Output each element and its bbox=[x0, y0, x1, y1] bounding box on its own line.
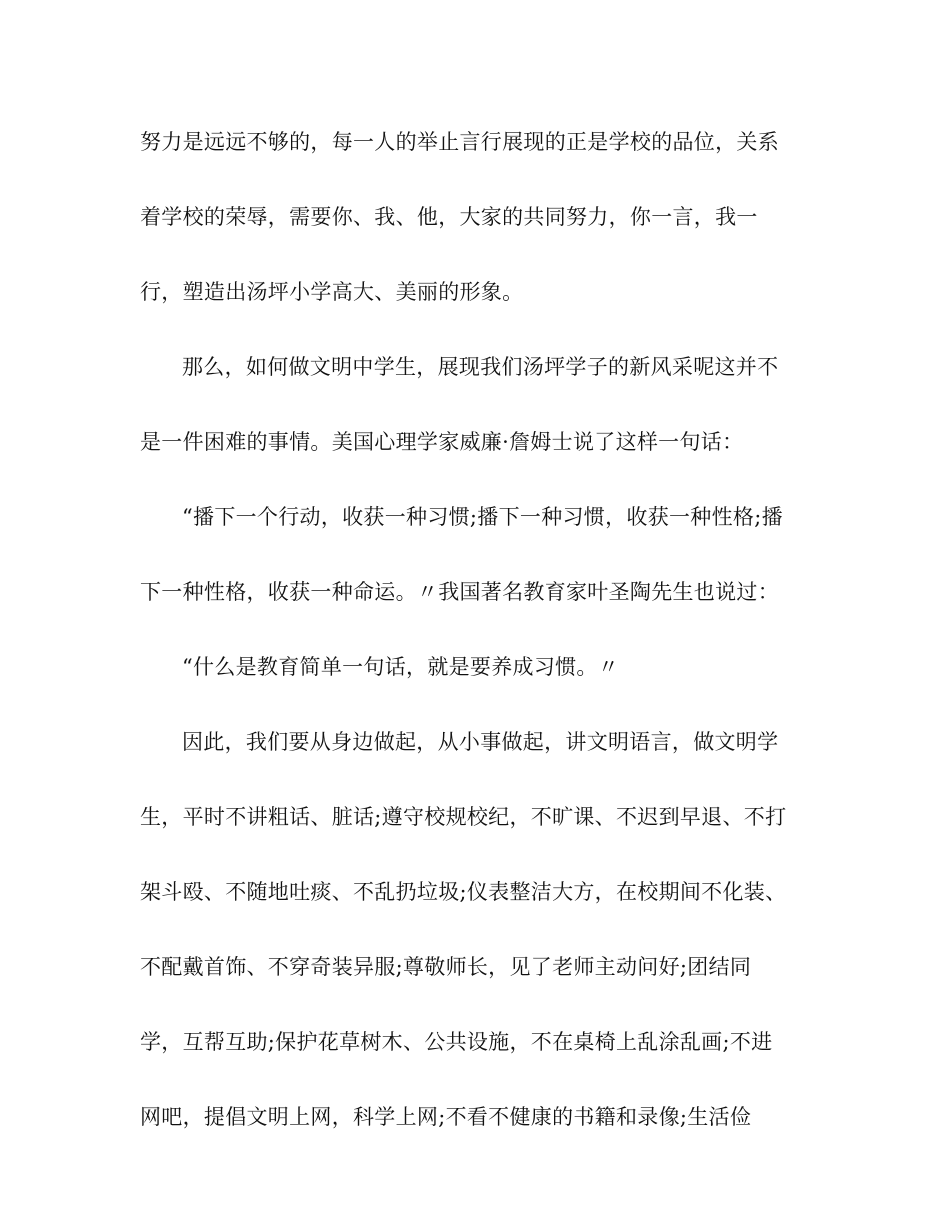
text-line-1: 努力是远远不够的，每一人的举止言行展现的正是学校的品位，关系 bbox=[140, 130, 779, 154]
text-line-12: 不配戴首饰、不穿奇装异服;尊敬师长，见了老师主动问好;团结同 bbox=[140, 955, 752, 979]
text-line-9: 因此，我们要从身边做起，从小事做起，讲文明语言，做文明学 bbox=[182, 730, 779, 754]
text-line-7: 下一种性格，收获一种命运。〃我国著名教育家叶圣陶先生也说过： bbox=[140, 580, 779, 604]
text-line-8: “什么是教育简单一句话，就是要养成习惯。〃 bbox=[182, 655, 620, 679]
text-line-13: 学，互帮互助;保护花草树木、公共设施，不在桌椅上乱涂乱画;不进 bbox=[140, 1030, 773, 1054]
text-line-4: 那么，如何做文明中学生，展现我们汤坪学子的新风采呢这并不 bbox=[182, 355, 779, 379]
text-line-5: 是一件困难的事情。美国心理学家威廉·詹姆士说了这样一句话： bbox=[140, 430, 744, 454]
text-line-2: 着学校的荣辱，需要你、我、他，大家的共同努力，你一言，我一 bbox=[140, 205, 758, 229]
text-line-3: 行，塑造出汤坪小学高大、美丽的形象。 bbox=[140, 280, 524, 304]
text-line-6: “播下一个行动，收获一种习惯;播下一种习惯，收获一种性格;播 bbox=[182, 505, 783, 529]
text-line-10: 生，平时不讲粗话、脏话;遵守校规校纪，不旷课、不迟到早退、不打 bbox=[140, 805, 787, 829]
text-line-11: 架斗殴、不随地吐痰、不乱扔垃圾;仪表整洁大方，在校期间不化装、 bbox=[140, 880, 787, 904]
text-line-14: 网吧，提倡文明上网，科学上网;不看不健康的书籍和录像;生活俭 bbox=[140, 1105, 752, 1129]
